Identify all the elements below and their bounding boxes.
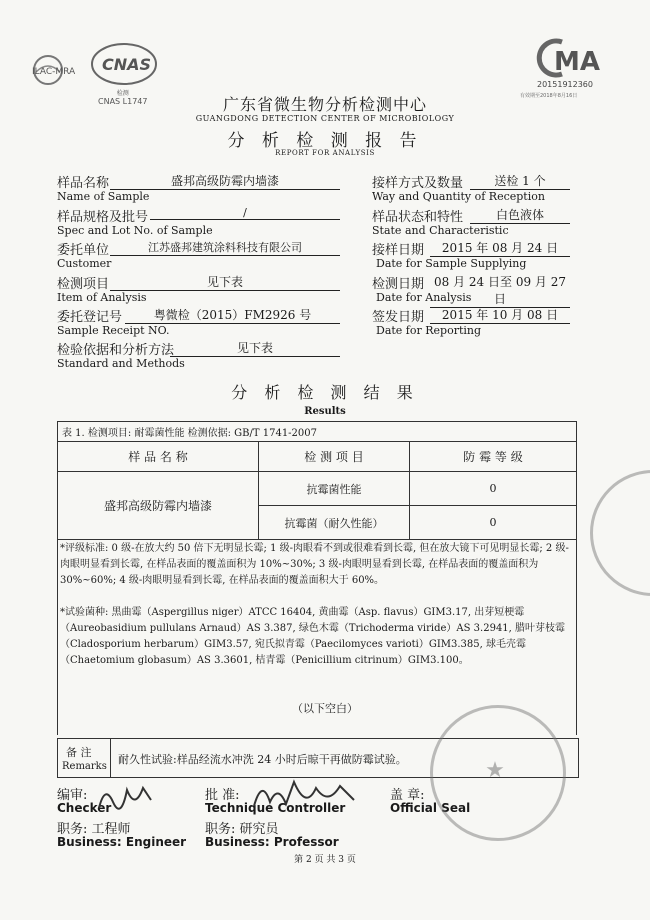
cma-valid-date: 有效期至2018年8月16日 [520,93,578,99]
grade-cell: 0 [410,472,577,506]
cnas-number: 检测 CNAS L1747 [98,90,148,106]
checker-title-en: Business: Engineer [57,835,187,849]
way-en: Way and Quantity of Reception [372,190,545,203]
remarks-label-en: Remarks [62,761,107,772]
blank-below-note: （以下空白） [292,702,358,715]
supply-value: 2015 年 08 月 24 日 [430,239,570,257]
seal-label: 盖 章: [390,788,425,803]
approver-signature [250,776,360,820]
receipt-value: 粤微检（2015）FM2926 号 [125,306,340,324]
table-caption: 表 1. 检测项目: 耐霉菌性能 检测依据: GB/T 1741-2007 [58,422,577,442]
state-value: 白色液体 [470,206,570,224]
analysis-label: 检测日期 [372,277,425,292]
sample-name-value: 盛邦高级防霉内墙漆 [110,172,340,190]
spec-en: Spec and Lot No. of Sample [57,224,213,237]
sample-name-label: 样品名称 [57,176,110,191]
state-en: State and Characteristic [372,224,509,237]
approver-title-en: Business: Professor [205,835,339,849]
results-title-en: Results [304,406,346,417]
org-name-cn: 广东省微生物分析检测中心 [222,95,427,114]
item-value: 见下表 [110,273,340,291]
analysis-value: 08 月 24 日至 09 月 27 日 [430,273,570,308]
remarks-text: 耐久性试验:样品经流水冲洗 24 小时后晾干再做防霉试验。 [118,753,407,766]
cma-logo [530,38,600,82]
report-title-en: REPORT FOR ANALYSIS [275,149,375,157]
method-label: 检验依据和分析方法 [57,343,175,358]
official-seal-stamp [430,705,566,841]
supply-en: Date for Sample Supplying [376,257,527,270]
client-label: 委托单位 [57,243,110,258]
report-title-cn: 分 析 检 测 报 告 [227,131,423,151]
remarks-label-cn: 备 注 [66,746,92,759]
analysis-en: Date for Analysis [376,291,472,304]
issue-en: Date for Reporting [376,324,482,337]
supply-label: 接样日期 [372,243,425,258]
table-row [58,472,577,506]
spec-value: / [150,206,340,220]
svg-text:CNAS: CNAS [102,55,152,74]
col-grade-header: 防 霉 等 级 [410,442,577,472]
issue-value: 2015 年 10 月 08 日 [430,306,570,324]
page-number: 第 2 页 共 3 页 [294,855,356,865]
approver-title-cn: 职务: 研究员 [205,822,279,837]
seal-en: Official Seal [390,801,471,815]
method-value: 见下表 [170,339,340,357]
cnas-logo [88,40,160,94]
approver-en: Technique Controller [205,801,346,815]
svg-text:ILAC-MRA: ILAC-MRA [32,67,76,77]
item-cell: 抗霉菌（耐久性能） [259,506,410,540]
spec-label: 样品规格及批号 [57,210,149,225]
approver-label: 批 准: [205,788,240,803]
client-en: Customer [57,257,112,270]
test-strains-note: *试验菌种: 黑曲霉（Aspergillus niger）ATCC 16404, 黄曲霉（Asp. flavus）GIM3.17, 出芽短梗霉（Aureobasidium pullulans Arnaud）AS 3.387, 绿色木霉（Trichoderma viride）AS 3.2941, 腊叶芽枝霉（Cladosporium herbarum）GIM3.57, 宛氏拟青霉（Paecilomyces varioti）GIM3.385, 球毛壳霉（Chaetomium globasum）AS 3.3601, 桔青霉（Penicillium citrinum）GIM3.100。 [60,607,566,666]
checker-en: Checker [57,801,112,815]
issue-label: 签发日期 [372,310,425,325]
ilac-mra-logo [30,52,90,92]
col-sample-header: 样 品 名 称 [58,442,259,472]
item-label: 检测项目 [57,277,110,292]
receipt-label: 委托登记号 [57,310,123,325]
svg-text:MA: MA [554,47,600,77]
checker-signature [95,780,155,820]
grade-cell: 0 [410,506,577,540]
results-title-cn: 分 析 检 测 结 果 [231,383,419,402]
sample-name-en: Name of Sample [57,190,150,203]
col-item-header: 检 测 项 目 [259,442,410,472]
state-label: 样品状态和特性 [372,210,464,225]
edge-seal-stamp [590,470,650,596]
way-value: 送检 1 个 [470,172,570,190]
rating-standard-note: *评级标准: 0 级-在放大约 50 倍下无明显长霉; 1 级-肉眼看不到或很难看到长霉, 但在放大镜下可见明显长霉; 2 级-肉眼明显看到长霉, 在样品表面的覆盖面积为 10%~30%; 3 级-肉眼明显看到长霉, 在样品表面的覆盖面积为 30%~60%; 4 级-肉眼明显看到长霉, 在样品表面的覆盖面积大于 60%。 [60,543,569,586]
item-en: Item of Analysis [57,291,147,304]
way-label: 接样方式及数量 [372,176,464,191]
method-en: Standard and Methods [57,357,185,370]
org-name-en: GUANGDONG DETECTION CENTER OF MICROBIOLOGY [195,114,455,123]
svg-text:★: ★ [485,758,505,783]
receipt-en: Sample Receipt NO. [57,324,170,337]
item-cell: 抗霉菌性能 [259,472,410,506]
cma-number: 20151912360 [537,80,593,89]
checker-title-cn: 职务: 工程师 [57,822,131,837]
sample-name-cell: 盛邦高级防霉内墙漆 [58,472,259,540]
client-value: 江苏盛邦建筑涂料科技有限公司 [110,239,340,256]
checker-label: 编审: [57,788,88,803]
